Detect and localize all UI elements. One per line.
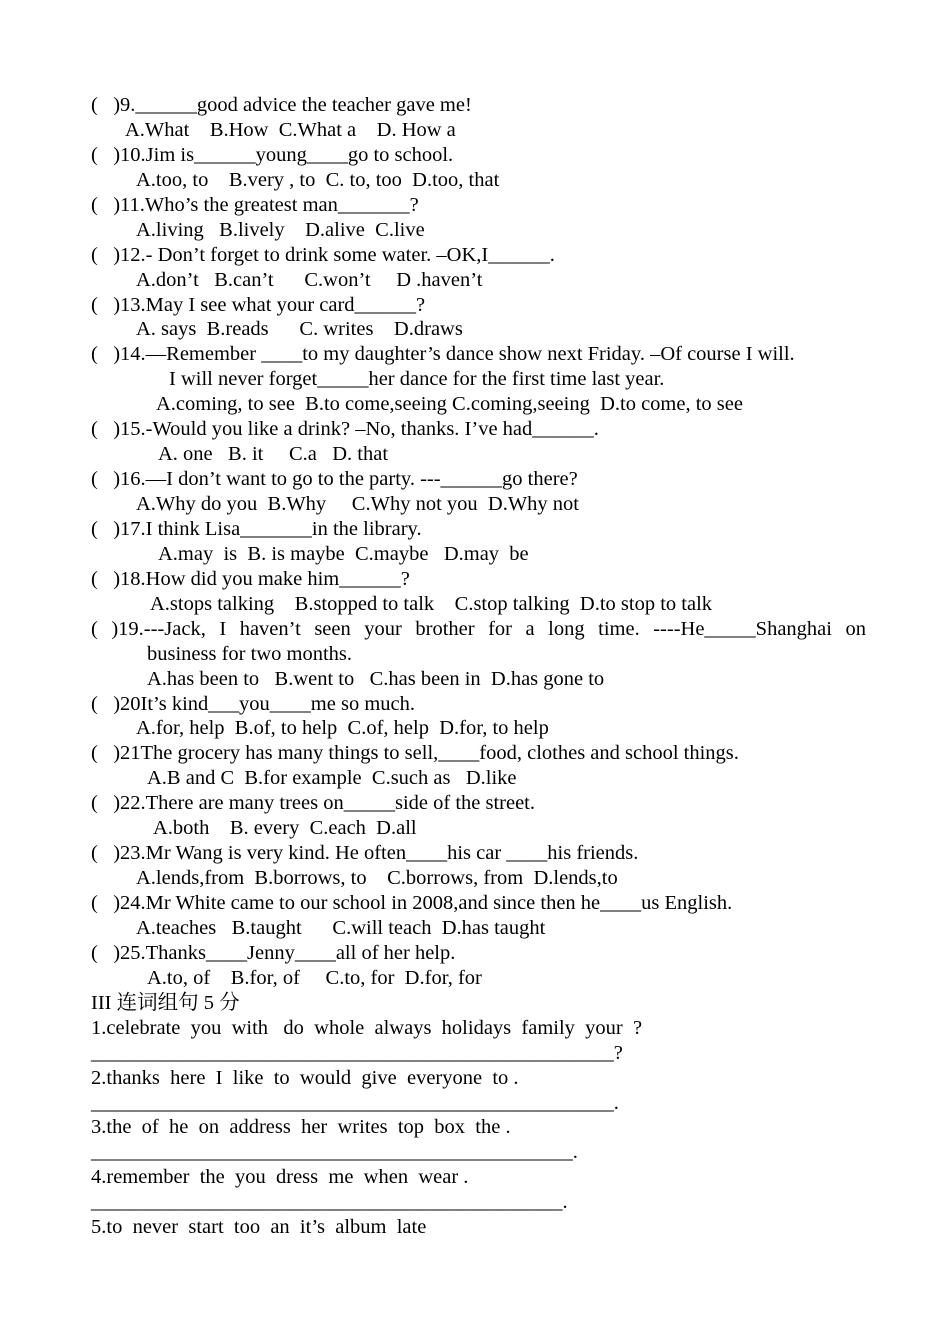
text-line: A.Why do you B.Why C.Why not you D.Why not [136, 493, 579, 515]
text-line: business for two months. [147, 642, 352, 665]
text-line: ( )23.Mr Wang is very kind. He often____his car ____his friends. [91, 842, 639, 865]
text-line: ( )9.______good advice the teacher gave me! [91, 94, 472, 116]
text-line: A. says B.reads C. writes D.draws [136, 318, 463, 341]
text-line: ( )19.---Jack, I haven’t seen your brother for a long time. ----He_____Shanghai on [91, 617, 866, 640]
text-line: A.has been to B.went to C.has been in D.has gone to [147, 667, 605, 690]
text-line: III 连词组句 5 分 [91, 991, 240, 1014]
text-line: ( )18.How did you make him______? [91, 567, 410, 590]
text-line: A.living B.lively D.alive C.live [136, 218, 425, 241]
text-line: ( )15.-Would you like a drink? –No, thanks. I’ve had______. [91, 418, 599, 441]
text-line: ( )25.Thanks____Jenny____all of her help. [91, 941, 456, 964]
text-line: ( )12.- Don’t forget to drink some water. –OK,I______. [91, 243, 555, 266]
text-line: A.teaches B.taught C.will teach D.has taught [136, 916, 546, 939]
text-line: ( )11.Who’s the greatest man_______? [91, 193, 419, 216]
text-line: A.B and C B.for example C.such as D.like [147, 767, 517, 790]
text-line: ( )24.Mr White came to our school in 2008,and since then he____us English. [91, 892, 733, 914]
text-line: A.stops talking B.stopped to talk C.stop talking D.to stop to talk [150, 592, 713, 615]
text-line: A.don’t B.can’t C.won’t D .haven’t [136, 268, 483, 291]
text-line: A.coming, to see B.to come,seeing C.coming,seeing D.to come, to see [156, 393, 743, 416]
text-line: ( )22.There are many trees on_____side of the street. [91, 792, 536, 815]
text-line: A.too, to B.very , to C. to, too D.too, that [136, 168, 500, 191]
text-line: 2.thanks here I like to would give everyone to . [91, 1066, 519, 1089]
text-line: 3.the of he on address her writes top box the . [91, 1116, 511, 1139]
text-line: 4.remember the you dress me when wear . [91, 1166, 469, 1189]
text-line: ( )20It’s kind___you____me so much. [91, 692, 415, 715]
text-line: A.for, help B.of, to help C.of, help D.for, to help [136, 717, 549, 740]
text-line: ___________________________________________________? [91, 1041, 623, 1064]
text-line: ( )17.I think Lisa_______in the library. [91, 517, 422, 540]
text-line: A.to, of B.for, of C.to, for D.for, for [147, 966, 482, 989]
text-line: _______________________________________________. [91, 1141, 578, 1164]
text-line: ( )13.May I see what your card______? [91, 293, 426, 316]
text-line: A.both B. every C.each D.all [153, 817, 417, 840]
text-line: 1.celebrate you with do whole always holidays family your ? [91, 1016, 643, 1039]
text-line: ___________________________________________________. [91, 1091, 619, 1114]
text-line: A.What B.How C.What a D. How a [125, 118, 456, 141]
text-line: 5.to never start too an it’s album late [91, 1216, 427, 1239]
text-line: ( )10.Jim is______young____go to school. [91, 143, 454, 166]
text-line: ______________________________________________. [91, 1191, 568, 1214]
text-line: A. one B. it C.a D. that [158, 443, 389, 466]
text-line: ( )16.—I don’t want to go to the party. ---______go there? [91, 468, 578, 491]
text-line: A.may is B. is maybe C.maybe D.may be [158, 542, 529, 565]
text-line: ( )21The grocery has many things to sell,____food, clothes and school things. [91, 742, 739, 765]
worksheet-page [91, 93, 866, 1240]
text-line: A.lends,from B.borrows, to C.borrows, from D.lends,to [136, 867, 618, 890]
text-line: I will never forget_____her dance for the first time last year. [169, 368, 665, 391]
text-line: ( )14.—Remember ____to my daughter’s dance show next Friday. –Of course I will. [91, 343, 795, 366]
